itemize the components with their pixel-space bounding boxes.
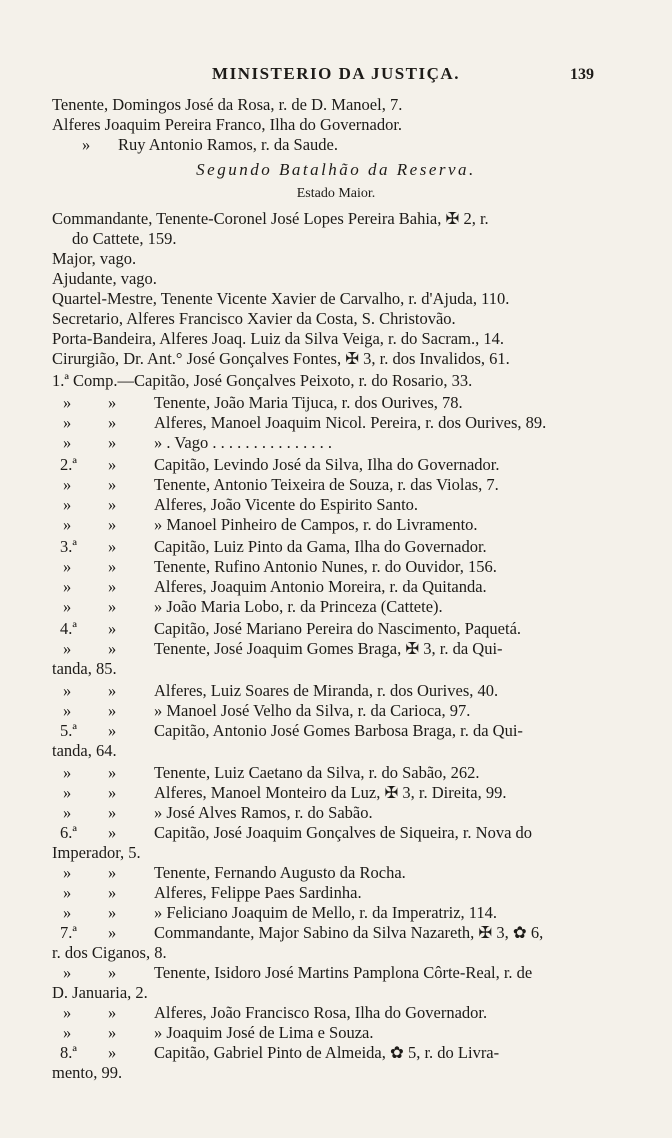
page-number: 139 <box>570 66 594 83</box>
line-ditto: » <box>108 495 117 514</box>
line-company: » <box>63 413 72 432</box>
line-text: Alferes, Manoel Joaquim Nicol. Pereira, r. dos Ourives, 89. <box>154 413 547 432</box>
line-company: » <box>63 1003 72 1022</box>
line-ditto: » <box>108 537 117 556</box>
line-text: do Cattete, 159. <box>72 229 177 248</box>
line-ditto: » <box>108 597 117 616</box>
line-text: mento, 99. <box>52 1063 123 1082</box>
line-text: tanda, 64. <box>52 741 117 760</box>
line-company: » <box>82 135 91 154</box>
line-ditto: » <box>108 883 117 902</box>
line-text: Capitão, José Mariano Pereira do Nascimento, Paquetá. <box>154 619 522 638</box>
line-company: 7.ª <box>60 923 77 942</box>
line-company: » <box>63 903 72 922</box>
line-text: r. dos Ciganos, 8. <box>52 943 167 962</box>
line-text: Capitão, José Joaquim Gonçalves de Siqueira, r. Nova do <box>154 823 533 842</box>
line-company: 5.ª <box>60 721 77 740</box>
line-text: Cirurgião, Dr. Ant.° José Gonçalves Fontes, ✠ 3, r. dos Invalidos, 61. <box>52 349 510 368</box>
line-text: » Feliciano Joaquim de Mello, r. da Imperatriz, 114. <box>154 903 498 922</box>
line-ditto: » <box>108 619 117 638</box>
line-text: Capitão, Luiz Pinto da Gama, Ilha do Governador. <box>154 537 487 556</box>
line-ditto: » <box>108 639 117 658</box>
line-ditto: » <box>108 903 117 922</box>
line-company: » <box>63 495 72 514</box>
line-text: Capitão, Antonio José Gomes Barbosa Braga, r. da Qui- <box>154 721 523 740</box>
line-ditto: » <box>108 1003 117 1022</box>
line-ditto: » <box>108 823 117 842</box>
line-ditto: » <box>108 701 117 720</box>
line-text: Tenente, João Maria Tijuca, r. dos Ourives, 78. <box>154 393 463 412</box>
line-ditto: » <box>108 393 117 412</box>
line-text: Tenente, Fernando Augusto da Rocha. <box>154 863 406 882</box>
line-text: Capitão, Levindo José da Silva, Ilha do Governador. <box>154 455 500 474</box>
line-company: 3.ª <box>60 537 77 556</box>
line-company: » <box>63 515 72 534</box>
line-text: Alferes, Manoel Monteiro da Luz, ✠ 3, r. Direita, 99. <box>154 783 507 802</box>
line-company: » <box>63 883 72 902</box>
line-ditto: » <box>108 923 117 942</box>
line-text: Ajudante, vago. <box>52 269 157 288</box>
line-ditto: » <box>108 515 117 534</box>
page-header-title: MINISTERIO DA JUSTIÇA. <box>212 64 460 83</box>
line-text: » Manoel Pinheiro de Campos, r. do Livramento. <box>154 515 478 534</box>
line-text: Alferes, Luiz Soares de Miranda, r. dos Ourives, 40. <box>154 681 499 700</box>
line-text: Porta-Bandeira, Alferes Joaq. Luiz da Silva Veiga, r. do Sacram., 14. <box>52 329 504 348</box>
line-ditto: » <box>108 557 117 576</box>
section-subtitle: Estado Maior. <box>296 186 376 201</box>
line-text: Alferes, João Vicente do Espirito Santo. <box>154 495 419 514</box>
line-company: » <box>63 597 72 616</box>
line-company: » <box>63 577 72 596</box>
line-ditto: » <box>108 863 117 882</box>
line-text: » Manoel José Velho da Silva, r. da Carioca, 97. <box>154 701 471 720</box>
line-company: 6.ª <box>60 823 77 842</box>
line-text: D. Januaria, 2. <box>52 983 148 1002</box>
line-text: Alferes, Felippe Paes Sardinha. <box>154 883 362 902</box>
line-ditto: » <box>108 577 117 596</box>
line-ditto: » <box>108 963 117 982</box>
line-text: » José Alves Ramos, r. do Sabão. <box>154 803 373 822</box>
line-company: 8.ª <box>60 1043 77 1062</box>
line-company: » <box>63 783 72 802</box>
section-title: Segundo Batalhão da Reserva. <box>196 160 476 179</box>
line-ditto: » <box>108 1023 117 1042</box>
line-company: 4.ª <box>60 619 77 638</box>
line-company: » <box>63 763 72 782</box>
line-text: Tenente, Rufino Antonio Nunes, r. do Ouvidor, 156. <box>154 557 497 576</box>
line-text: » Joaquim José de Lima e Souza. <box>154 1023 374 1042</box>
line-text: Alferes, João Francisco Rosa, Ilha do Governador. <box>154 1003 488 1022</box>
line-company: 1.ª Comp.—Capitão, José Gonçalves Peixoto, r. do Rosario, 33. <box>52 371 473 390</box>
line-text: tanda, 85. <box>52 659 117 678</box>
line-ditto: » <box>108 1043 117 1062</box>
line-text: » . Vago . . . . . . . . . . . . . . . <box>154 433 332 452</box>
line-text: Major, vago. <box>52 249 137 268</box>
line-text: Alferes Joaquim Pereira Franco, Ilha do Governador. <box>52 115 403 134</box>
line-ditto: » <box>108 721 117 740</box>
line-company: » <box>63 701 72 720</box>
line-ditto: » <box>108 681 117 700</box>
line-ditto: » <box>108 803 117 822</box>
line-ditto: » <box>108 413 117 432</box>
line-ditto: » <box>108 433 117 452</box>
line-company: 2.ª <box>60 455 77 474</box>
line-company: » <box>63 557 72 576</box>
line-ditto: » <box>108 763 117 782</box>
line-text: Imperador, 5. <box>52 843 141 862</box>
line-ditto: » <box>108 475 117 494</box>
line-company: » <box>63 393 72 412</box>
line-company: » <box>63 639 72 658</box>
line-text: Ruy Antonio Ramos, r. da Saude. <box>118 135 338 154</box>
line-text: Tenente, Domingos José da Rosa, r. de D. Manoel, 7. <box>52 95 403 114</box>
line-company: » <box>63 803 72 822</box>
line-company: » <box>63 681 72 700</box>
line-company: » <box>63 863 72 882</box>
line-text: Quartel-Mestre, Tenente Vicente Xavier de Carvalho, r. d'Ajuda, 110. <box>52 289 510 308</box>
line-text: Tenente, Antonio Teixeira de Souza, r. das Violas, 7. <box>154 475 499 494</box>
line-text: Tenente, José Joaquim Gomes Braga, ✠ 3, r. da Qui- <box>154 639 503 658</box>
line-ditto: » <box>108 455 117 474</box>
line-ditto: » <box>108 783 117 802</box>
line-company: » <box>63 1023 72 1042</box>
line-text: Capitão, Gabriel Pinto de Almeida, ✿ 5, r. do Livra- <box>154 1043 500 1062</box>
line-company: » <box>63 475 72 494</box>
line-text: Secretario, Alferes Francisco Xavier da Costa, S. Christovão. <box>52 309 456 328</box>
line-text: » João Maria Lobo, r. da Princeza (Cattete). <box>154 597 443 616</box>
line-text: Tenente, Isidoro José Martins Pamplona Côrte-Real, r. de <box>154 963 533 982</box>
line-text: Commandante, Major Sabino da Silva Nazareth, ✠ 3, ✿ 6, <box>154 923 544 942</box>
line-text: Tenente, Luiz Caetano da Silva, r. do Sabão, 262. <box>154 763 480 782</box>
line-company: » <box>63 963 72 982</box>
line-text: Alferes, Joaquim Antonio Moreira, r. da Quitanda. <box>154 577 487 596</box>
line-company: » <box>63 433 72 452</box>
line-text: Commandante, Tenente-Coronel José Lopes Pereira Bahia, ✠ 2, r. <box>52 209 489 228</box>
